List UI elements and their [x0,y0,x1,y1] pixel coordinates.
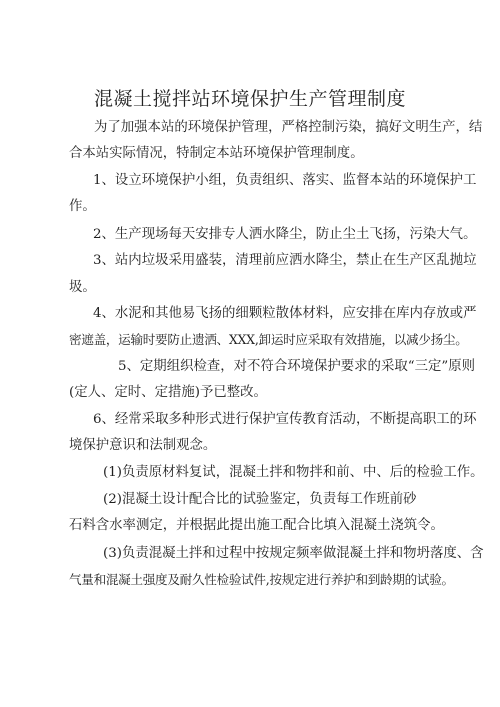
paragraph-line: 密遮盖，运输时要防止遗洒、XXX,卸运时应采取有效措施，以减少扬尘。 [69,332,468,347]
paragraph-line: (3)负责混凝土拌和过程中按规定频率做混凝土拌和物坍落度、含 [103,546,484,561]
paragraph-line: 4、水泥和其他易飞扬的细颗粒散体材料，应安排在库内存放或严 [93,306,477,321]
paragraph-line: 为了加强本站的环境保护管理，严格控制污染，搞好文明生产，结 [94,120,483,135]
paragraph-line: 气量和混凝土强度及耐久性检验试件,按规定进行养护和到龄期的试验。 [69,572,454,587]
paragraph-line: 石料含水率测定，并根据此提出施工配合比填入混凝土浇筑令。 [69,518,444,533]
paragraph-line: (定人、定时、定措施)予已整改。 [69,385,267,400]
document-title: 混凝土搅拌站环境保护生产管理制度 [93,88,406,110]
paragraph-line: 6、经常采取多种形式进行保护宣传教育活动，不断提高职工的环 [93,412,477,427]
paragraph-line: 5、定期组织检查，对不符合环境保护要求的采取“三定”原则 [118,359,475,374]
paragraph-line: (2)混凝土设计配合比的试验鉴定，负责每工作班前砂 [103,492,417,507]
paragraph-line: 1、设立环境保护小组，负责组织、落实、监督本站的环境保护工 [93,173,477,188]
paragraph-line: 境保护意识和法制观念。 [69,438,217,453]
paragraph-line: (1)负责原材料复试，混凝土拌和物拌和前、中、后的检验工作。 [103,465,484,480]
paragraph-line: 圾。 [69,280,96,295]
paragraph-line: 合本站实际情况，特制定本站环境保护管理制度。 [69,146,364,161]
paragraph-line: 3、站内垃圾采用盛装，清理前应洒水降尘，禁止在生产区乱抛垃 [93,253,477,268]
paragraph-line: 2、生产现场每天安排专人洒水降尘，防止尘土飞扬，污染大气。 [93,227,477,242]
paragraph-line: 作。 [69,199,96,214]
